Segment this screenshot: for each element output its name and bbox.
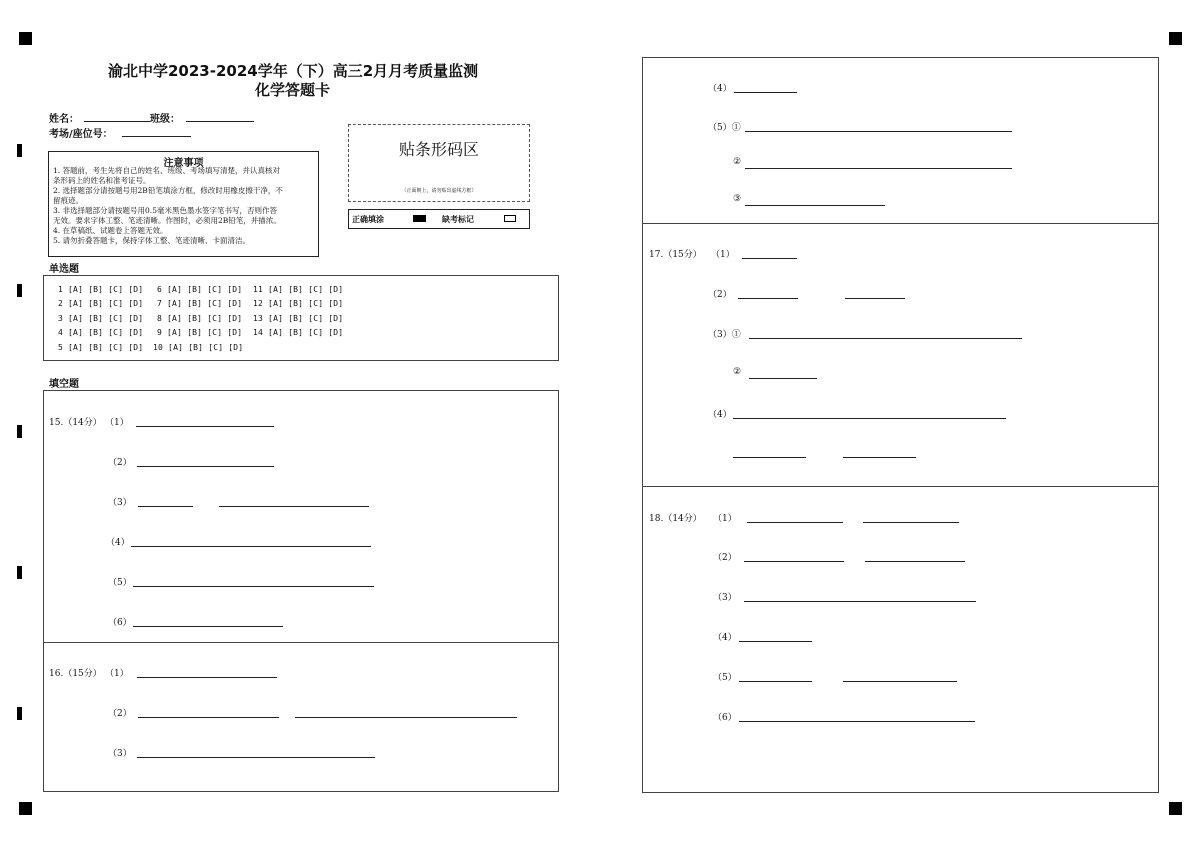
q16-circle-2: ②	[733, 157, 742, 167]
q16-header: 16.（15分）	[49, 669, 102, 679]
name-field[interactable]	[84, 121, 150, 122]
q16-answer-3[interactable]	[137, 757, 375, 758]
notice-box	[48, 151, 319, 257]
choice-row-14[interactable]: 14 [A] [B] [C] [D]	[253, 328, 344, 337]
seat-field[interactable]	[122, 136, 191, 137]
q15-part-4: （4）	[106, 538, 130, 548]
q18-part-2: （2）	[713, 553, 737, 563]
timing-mark	[17, 566, 22, 579]
barcode-note: （正面朝上，请勿贴出虚线方框）	[401, 188, 477, 194]
registration-mark-bottom-left	[19, 802, 32, 815]
absent-checkbox[interactable]	[504, 215, 516, 222]
q18-answer-3[interactable]	[744, 601, 976, 602]
q17-answer-4b[interactable]	[733, 457, 806, 458]
q18-part-1: （1）	[713, 514, 737, 524]
notice-line: 1. 答题前，考生先将自己的姓名、班级、考场填写清楚，并认真核对	[53, 166, 281, 175]
choice-row-9[interactable]: 9 [A] [B] [C] [D]	[157, 328, 243, 337]
notice-line: 3. 非选择题部分请按题号用0.5毫米黑色墨水签字笔书写，否则作答	[53, 206, 277, 215]
q17-answer-4c[interactable]	[843, 457, 916, 458]
choice-row-4[interactable]: 4 [A] [B] [C] [D]	[58, 328, 144, 337]
q15-answer-4[interactable]	[131, 546, 371, 547]
q15-answer-3a[interactable]	[138, 506, 193, 507]
choice-row-7[interactable]: 7 [A] [B] [C] [D]	[157, 299, 243, 308]
timing-mark	[17, 707, 22, 720]
notice-title: 注意事项	[163, 158, 204, 169]
choice-row-8[interactable]: 8 [A] [B] [C] [D]	[157, 314, 243, 323]
q18-header: 18.（14分）	[649, 514, 702, 524]
registration-mark-bottom-right	[1169, 802, 1182, 815]
barcode-title: 贴条形码区	[398, 140, 479, 159]
q18-answer-2a[interactable]	[744, 561, 844, 562]
notice-line: 4. 在草稿纸、试题卷上答题无效。	[53, 226, 168, 235]
choice-row-6[interactable]: 6 [A] [B] [C] [D]	[157, 285, 243, 294]
timing-mark	[17, 144, 22, 157]
q17-answer-2b[interactable]	[845, 298, 905, 299]
q15-answer-6[interactable]	[133, 626, 283, 627]
q16-answer-2b[interactable]	[295, 717, 517, 718]
q18-part-3: （3）	[713, 593, 737, 603]
q16-answer-2a[interactable]	[138, 717, 279, 718]
absent-label: 缺考标记	[442, 215, 474, 224]
notice-line: 2. 选择题部分请按题号用2B铅笔填涂方框，修改时用橡皮擦干净，不	[53, 186, 283, 195]
section-fill-blank: 填空题	[49, 379, 79, 390]
q15-part-6: （6）	[108, 618, 132, 628]
q16-answer-4[interactable]	[734, 92, 797, 93]
q17-answer-4a[interactable]	[733, 418, 1006, 419]
registration-mark-top-left	[19, 32, 32, 45]
q18-answer-5a[interactable]	[739, 681, 812, 682]
q17-answer-1[interactable]	[742, 258, 797, 259]
page-subtitle: 化学答题卡	[255, 81, 331, 99]
q16-answer-5-2[interactable]	[745, 168, 1012, 169]
q18-part-6: （6）	[713, 713, 737, 723]
q15-answer-2[interactable]	[137, 466, 274, 467]
name-label: 姓名：	[49, 114, 79, 125]
notice-line: 条形码上的姓名和准考证号。	[53, 176, 151, 185]
q18-answer-4[interactable]	[739, 641, 812, 642]
page-title: 渝北中学2023-2024学年（下）高三2月月考质量监测	[108, 62, 479, 80]
q17-header: 17.（15分）	[649, 250, 702, 260]
q16-answer-5-1[interactable]	[745, 131, 1012, 132]
choice-row-12[interactable]: 12 [A] [B] [C] [D]	[253, 299, 344, 308]
q16-part-4: （4）	[708, 84, 732, 94]
q15-part-5: （5）	[108, 578, 132, 588]
q16-answer-5-3[interactable]	[745, 205, 885, 206]
q16-part-2: （2）	[108, 709, 132, 719]
q15-answer-1[interactable]	[136, 426, 274, 427]
choice-row-11[interactable]: 11 [A] [B] [C] [D]	[253, 285, 344, 294]
q15-answer-3b[interactable]	[219, 506, 369, 507]
barcode-area	[348, 124, 530, 202]
choice-row-10[interactable]: 10 [A] [B] [C] [D]	[153, 343, 244, 352]
q17-part-4: （4）	[708, 410, 732, 420]
q18-answer-2b[interactable]	[865, 561, 965, 562]
q15-answer-5[interactable]	[133, 586, 374, 587]
q18-part-5: （5）	[713, 673, 737, 683]
q16-part-3: （3）	[108, 749, 132, 759]
fill-legend-label: 正确填涂	[352, 215, 384, 224]
class-label: 班级：	[150, 114, 180, 125]
q16-part-1: （1）	[105, 669, 129, 679]
q15-part-2: （2）	[108, 458, 132, 468]
notice-line: 无效。要求字体工整、笔迹清晰。作图时，必须用2B铅笔，并描浓。	[53, 216, 281, 225]
class-field[interactable]	[186, 121, 254, 122]
seat-label: 考场/座位号：	[49, 129, 113, 140]
notice-line: 5. 请勿折叠答题卡，保持字体工整、笔迹清晰、卡面清洁。	[53, 236, 251, 245]
single-choice-box	[43, 275, 559, 361]
question-17-box	[642, 223, 1159, 487]
choice-row-13[interactable]: 13 [A] [B] [C] [D]	[253, 314, 344, 323]
q17-circle-2: ②	[733, 367, 742, 377]
q17-answer-3-2[interactable]	[749, 378, 817, 379]
q15-part-3: （3）	[108, 498, 132, 508]
choice-row-1[interactable]: 1 [A] [B] [C] [D]	[58, 285, 144, 294]
q18-answer-1a[interactable]	[747, 522, 843, 523]
choice-row-5[interactable]: 5 [A] [B] [C] [D]	[58, 343, 144, 352]
q17-part-3: （3）①	[708, 330, 741, 340]
q18-answer-6[interactable]	[739, 721, 975, 722]
timing-mark	[17, 284, 22, 297]
q17-answer-3-1[interactable]	[749, 338, 1022, 339]
fill-legend	[348, 209, 530, 229]
q17-part-1: （1）	[711, 250, 735, 260]
q15-header: 15.（14分）	[49, 418, 102, 428]
q18-answer-1b[interactable]	[863, 522, 959, 523]
timing-mark	[17, 425, 22, 438]
q16-part-5: （5）①	[708, 123, 741, 133]
q15-part-1: （1）	[105, 418, 129, 428]
q16-answer-1[interactable]	[137, 677, 277, 678]
q18-answer-5b[interactable]	[843, 681, 957, 682]
notice-line: 留痕迹。	[53, 196, 83, 205]
choice-row-2[interactable]: 2 [A] [B] [C] [D]	[58, 299, 144, 308]
choice-row-3[interactable]: 3 [A] [B] [C] [D]	[58, 314, 144, 323]
filled-sample-icon	[413, 215, 426, 222]
q18-part-4: （4）	[713, 633, 737, 643]
registration-mark-top-right	[1169, 32, 1182, 45]
section-single-choice: 单选题	[49, 264, 79, 275]
q17-part-2: （2）	[708, 290, 732, 300]
q16-circle-3: ③	[733, 194, 742, 204]
q17-answer-2a[interactable]	[738, 298, 798, 299]
